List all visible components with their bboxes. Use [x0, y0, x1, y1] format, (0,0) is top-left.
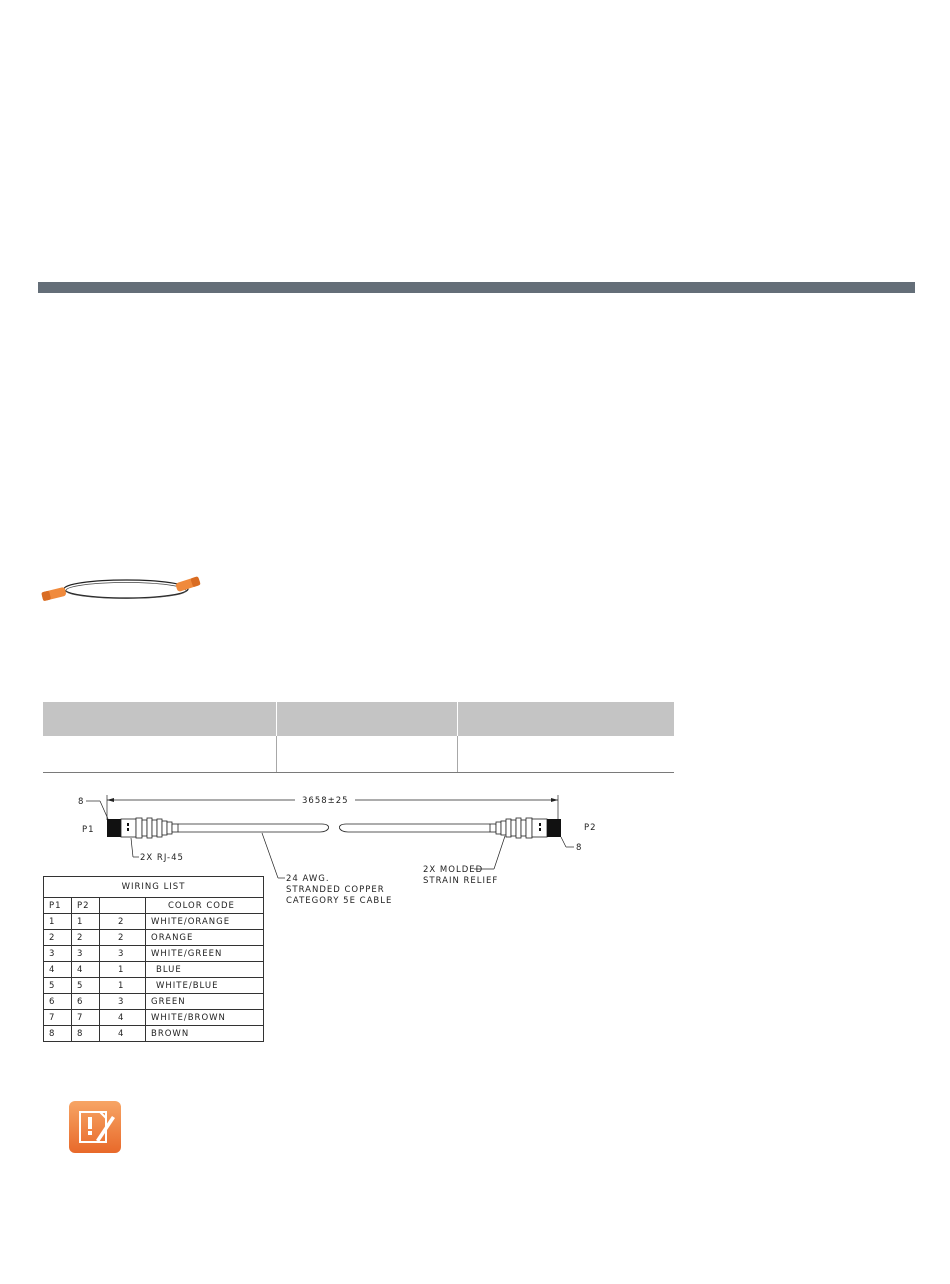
- cable-callout-line-1: 24 AWG.: [286, 874, 330, 884]
- spec-header-cell: [458, 702, 675, 736]
- cable-callout-line-3: CATEGORY 5E CABLE: [286, 896, 393, 906]
- cable-image-icon: [40, 576, 210, 604]
- wiring-cell: 5: [72, 978, 100, 994]
- wiring-row: [44, 962, 264, 978]
- wiring-cell: 1: [44, 914, 72, 930]
- wiring-cell: 2: [44, 930, 72, 946]
- right-count-label: 8: [576, 843, 583, 853]
- wiring-header-p2: P2: [72, 898, 100, 914]
- relief-callout-line-1: 2X MOLDED: [423, 865, 484, 875]
- dimension-label: 3658±25: [302, 796, 349, 806]
- wiring-row: [44, 914, 264, 930]
- spec-table-header: [43, 702, 674, 736]
- wiring-header-color: COLOR CODE: [146, 898, 264, 914]
- wiring-cell: 1: [72, 914, 100, 930]
- wiring-header-pair: [100, 898, 146, 914]
- wiring-cell: 2: [100, 930, 146, 946]
- wiring-cell: WHITE/GREEN: [146, 946, 264, 962]
- wiring-row: [44, 1010, 264, 1026]
- spec-table: [43, 702, 674, 773]
- wiring-list-title: WIRING LIST: [44, 877, 264, 898]
- wiring-list-table: [43, 876, 264, 1042]
- wiring-cell: 8: [44, 1026, 72, 1042]
- wiring-cell: 1: [100, 978, 146, 994]
- wiring-cell: WHITE/BLUE: [146, 978, 264, 994]
- wiring-row: [44, 978, 264, 994]
- wiring-row: [44, 1026, 264, 1042]
- note-icon: [68, 1100, 122, 1154]
- cable-callout-line-2: STRANDED COPPER: [286, 885, 385, 895]
- wiring-list-header: [44, 898, 264, 914]
- wiring-row: [44, 930, 264, 946]
- relief-callout-line-2: STRAIN RELIEF: [423, 876, 499, 886]
- wiring-cell: 7: [44, 1010, 72, 1026]
- wiring-cell: 6: [44, 994, 72, 1010]
- wiring-row: [44, 994, 264, 1010]
- wiring-cell: BLUE: [146, 962, 264, 978]
- wiring-cell: 2: [72, 930, 100, 946]
- wiring-cell: GREEN: [146, 994, 264, 1010]
- spec-cell: [43, 736, 277, 773]
- spec-cell: [458, 736, 675, 773]
- wiring-cell: 6: [72, 994, 100, 1010]
- wiring-cell: 8: [72, 1026, 100, 1042]
- header-rule: [38, 282, 915, 293]
- wiring-cell: 3: [100, 946, 146, 962]
- wiring-cell: 3: [44, 946, 72, 962]
- wiring-cell: 5: [44, 978, 72, 994]
- wiring-cell: BROWN: [146, 1026, 264, 1042]
- wiring-header-p1: P1: [44, 898, 72, 914]
- rj45-callout: 2X RJ-45: [140, 853, 184, 863]
- wiring-cell: 4: [72, 962, 100, 978]
- wiring-cell: 4: [100, 1026, 146, 1042]
- wiring-cell: 3: [72, 946, 100, 962]
- p2-label: P2: [584, 823, 597, 833]
- wiring-cell: WHITE/ORANGE: [146, 914, 264, 930]
- wiring-cell: WHITE/BROWN: [146, 1010, 264, 1026]
- spec-header-cell: [277, 702, 458, 736]
- wiring-cell: 2: [100, 914, 146, 930]
- wiring-cell: 4: [100, 1010, 146, 1026]
- spec-table-row: [43, 736, 674, 773]
- wiring-cell: ORANGE: [146, 930, 264, 946]
- wiring-cell: 4: [44, 962, 72, 978]
- wiring-cell: 7: [72, 1010, 100, 1026]
- spec-cell: [277, 736, 458, 773]
- wiring-cell: 1: [100, 962, 146, 978]
- p1-label: P1: [82, 825, 95, 835]
- spec-header-cell: [43, 702, 277, 736]
- wiring-cell: 3: [100, 994, 146, 1010]
- wiring-row: [44, 946, 264, 962]
- left-count-label: 8: [78, 797, 85, 807]
